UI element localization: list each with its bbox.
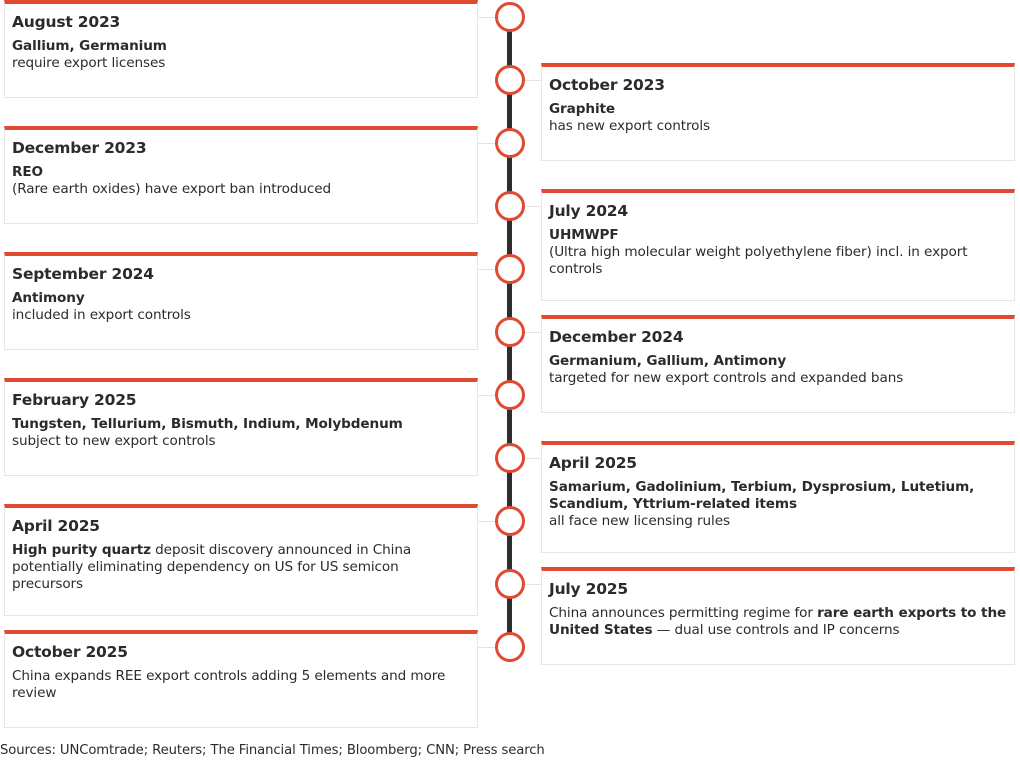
event-description (549, 227, 1007, 278)
event-subject: REO (12, 164, 44, 180)
event-date: September 2024 (12, 265, 154, 283)
connector (522, 458, 542, 459)
event-detail: require export licenses (12, 55, 166, 71)
event-subject: High purity quartz (12, 542, 151, 558)
event-description (549, 605, 1007, 639)
event-date: July 2025 (549, 580, 628, 598)
event-subject: Gallium, Germanium (12, 38, 167, 54)
event-description (549, 101, 1007, 135)
sources-footnote: Sources: UNComtrade; Reuters; The Financial Times; Bloomberg; CNN; Press search (0, 743, 545, 758)
event-date: October 2023 (549, 76, 665, 94)
event-description (549, 479, 1007, 530)
event-description (12, 38, 470, 72)
event-detail-before: China announces permitting regime for (549, 605, 818, 621)
event-date: December 2023 (12, 139, 147, 157)
event-detail: targeted for new export controls and expanded bans (549, 370, 904, 386)
event-card-feb-2025 (4, 378, 478, 476)
event-card-dec-2023 (4, 126, 478, 224)
event-card-dec-2024 (541, 315, 1015, 413)
event-subject: Samarium, Gadolinium, Terbium, Dysprosium, Lutetium, Scandium, Yttrium-related items (549, 479, 975, 512)
timeline-node-circle-icon (495, 506, 525, 536)
event-subject: rare earth exports to the United States (549, 605, 1007, 638)
event-card-apr-2025-quartz (4, 504, 478, 616)
timeline-node-circle-icon (495, 254, 525, 284)
event-subject: UHMWPF (549, 227, 619, 243)
event-subject: Germanium, Gallium, Antimony (549, 353, 787, 369)
event-detail: all face new licensing rules (549, 513, 730, 529)
event-detail: has new export controls (549, 118, 711, 134)
event-detail: deposit discovery announced in China potentially eliminating dependency on US for US semicon precursors (12, 542, 412, 592)
timeline-node-circle-icon (495, 191, 525, 221)
event-date: October 2025 (12, 643, 128, 661)
event-detail: included in export controls (12, 307, 191, 323)
event-description (12, 416, 470, 450)
timeline-node-circle-icon (495, 128, 525, 158)
timeline-node-circle-icon (495, 443, 525, 473)
event-detail-after: — dual use controls and IP concerns (652, 622, 900, 638)
event-date: August 2023 (12, 13, 121, 31)
event-subject: Graphite (549, 101, 616, 117)
connector (522, 206, 542, 207)
event-date: April 2025 (12, 517, 100, 535)
event-detail: subject to new export controls (12, 433, 216, 449)
event-subject: Antimony (12, 290, 85, 306)
event-date: July 2024 (549, 202, 628, 220)
timeline-node-circle-icon (495, 380, 525, 410)
event-card-jul-2025 (541, 567, 1015, 665)
event-description (12, 542, 470, 593)
timeline-node-circle-icon (495, 569, 525, 599)
event-detail: (Rare earth oxides) have export ban introduced (12, 181, 332, 197)
event-description (549, 353, 1007, 387)
event-description (12, 668, 470, 702)
event-card-apr-2025-rare-earths (541, 441, 1015, 553)
timeline-node-circle-icon (495, 65, 525, 95)
event-detail: China expands REE export controls adding 5 elements and more review (12, 668, 446, 701)
connector (522, 584, 542, 585)
event-date: April 2025 (549, 454, 637, 472)
timeline-node-circle-icon (495, 317, 525, 347)
connector (522, 80, 542, 81)
event-card-aug-2023 (4, 0, 478, 98)
event-date: February 2025 (12, 391, 137, 409)
event-subject: Tungsten, Tellurium, Bismuth, Indium, Molybdenum (12, 416, 403, 432)
connector (522, 332, 542, 333)
timeline-node-circle-icon (495, 632, 525, 662)
event-date: December 2024 (549, 328, 684, 346)
event-card-oct-2023 (541, 63, 1015, 161)
event-detail: (Ultra high molecular weight polyethylene fiber) incl. in export controls (549, 244, 968, 277)
event-card-sep-2024 (4, 252, 478, 350)
timeline-node-circle-icon (495, 2, 525, 32)
event-description (12, 290, 470, 324)
event-card-jul-2024 (541, 189, 1015, 301)
event-card-oct-2025 (4, 630, 478, 728)
event-description (12, 164, 470, 198)
